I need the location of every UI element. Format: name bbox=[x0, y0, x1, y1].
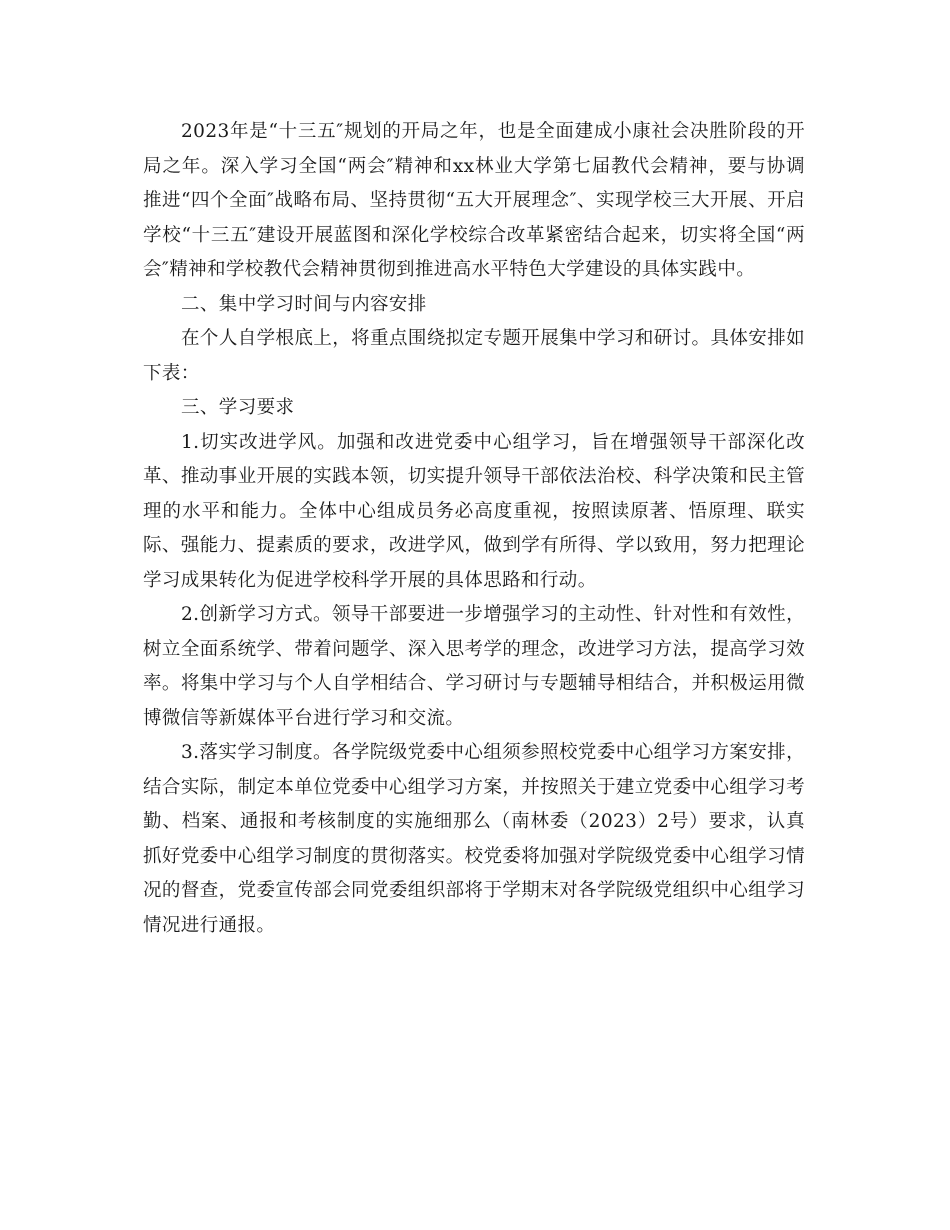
requirement-item-3: 3.落实学习制度。各学院级党委中心组须参照校党委中心组学习方案安排，结合实际，制定本单位党委中心组学习方案，并按照关于建立党委中心组学习考勤、档案、通报和考核制度的实施细那么（南林委（2023）2号）要求，认真抓好党委中心组学习制度的贯彻落实。校党委将加强对学院级党委中心组学习情况的督查，党委宣传部会同党委组织部将于学期末对各学院级党组织中心组学习情况进行通报。 bbox=[143, 742, 805, 936]
intro-paragraph: 2023年是“十三五″规划的开局之年，也是全面建成小康社会决胜阶段的开局之年。深入学习全国“两会″精神和xx林业大学第七届教代会精神，要与协调推进“四个全面″战略布局、坚持贯彻“五大开展理念″、实现学校三大开展、开启学校“十三五″建设开展蓝图和深化学校综合改革紧密结合起来，切实将全国“两会″精神和学校教代会精神贯彻到推进高水平特色大学建设的具体实践中。 bbox=[143, 121, 805, 280]
section-heading-schedule: 二、集中学习时间与内容安排 bbox=[181, 293, 427, 315]
requirement-item-2: 2.创新学习方式。领导干部要进一步增强学习的主动性、针对性和有效性，树立全面系统学、带着问题学、深入思考学的理念，改进学习方法，提高学习效率。将集中学习与个人自学相结合、学习研讨与专题辅导相结合，并积极运用微博微信等新媒体平台进行学习和交流。 bbox=[143, 604, 805, 729]
schedule-paragraph: 在个人自学根底上，将重点围绕拟定专题开展集中学习和研讨。具体安排如下表： bbox=[143, 328, 805, 384]
document-body bbox=[143, 115, 805, 943]
requirement-item-1: 1.切实改进学风。加强和改进党委中心组学习，旨在增强领导干部深化改革、推动事业开展的实践本领，切实提升领导干部依法治校、科学决策和民主管理的水平和能力。全体中心组成员务必高度重视，按照读原著、悟原理、联实际、强能力、提素质的要求，改进学风，做到学有所得、学以致用，努力把理论学习成果转化为促进学校科学开展的具体思路和行动。 bbox=[143, 431, 805, 591]
section-heading-requirements: 三、学习要求 bbox=[181, 397, 295, 418]
